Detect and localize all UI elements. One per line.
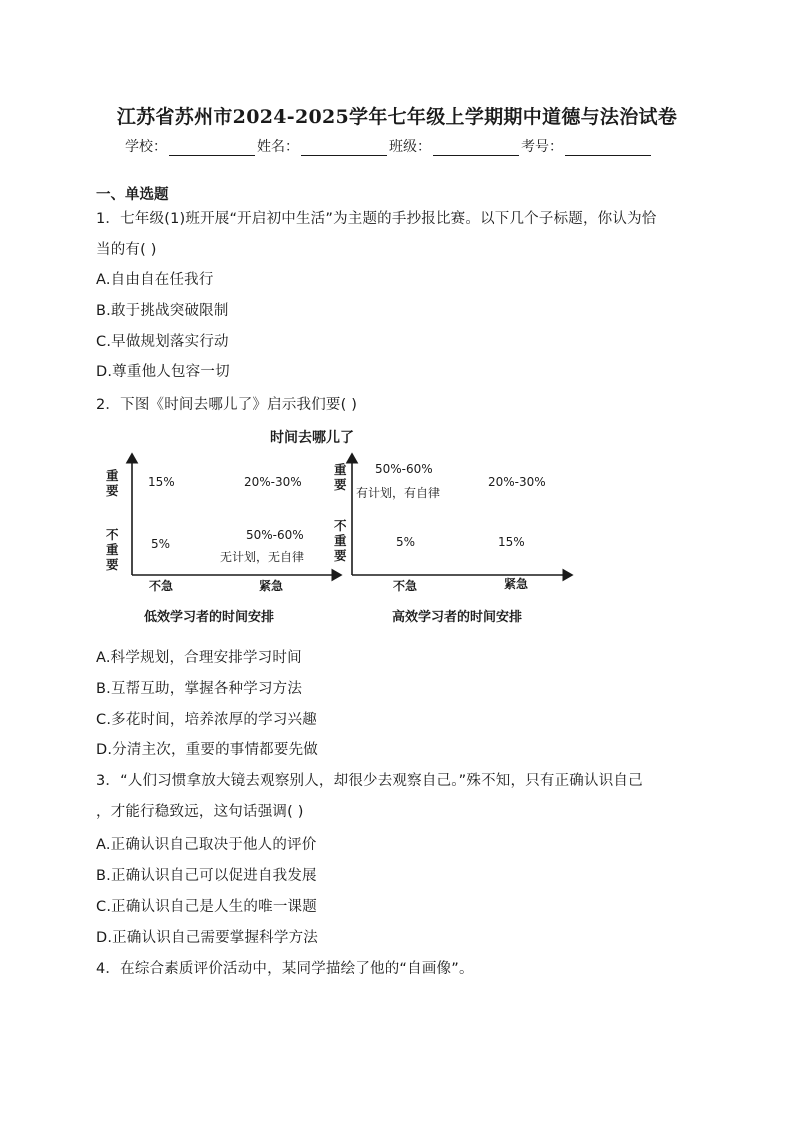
right-y-label-unimportant: 不重要	[334, 518, 347, 563]
right-x-label-urgent: 紧急	[504, 577, 529, 591]
question-3-stem-cont: ，才能行稳致远，这句话强调( )	[96, 804, 304, 820]
question-1-stem: 1．七年级(1)班开展“开启初中生活”为主题的手抄报比赛。以下几个子标题，你认为恰	[96, 211, 657, 227]
left-panel-caption: 低效学习者的时间安排	[144, 610, 275, 625]
question-3-option-c: C.正确认识自己是人生的唯一课题	[96, 899, 317, 915]
question-4-stem: 4．在综合素质评价活动中，某同学描绘了他的“自画像”。	[96, 961, 474, 977]
right-cell-important-not-urgent: 50%-60%	[375, 462, 433, 476]
right-cell-unimportant-not-urgent: 5%	[396, 535, 416, 549]
right-panel-caption: 高效学习者的时间安排	[392, 610, 523, 625]
question-3-option-a: A.正确认识自己取决于他人的评价	[96, 837, 317, 853]
left-cell-important-urgent: 20%-30%	[244, 475, 302, 489]
question-1-option-d: D.尊重他人包容一切	[96, 364, 230, 380]
left-x-label-urgent: 紧急	[259, 579, 284, 593]
school-label: 学校：	[125, 139, 167, 155]
class-label: 班级：	[389, 139, 431, 155]
left-y-label-unimportant: 不重要	[106, 527, 119, 572]
left-cell-unimportant-not-urgent: 5%	[151, 537, 171, 551]
question-2-option-c: C.多花时间，培养浓厚的学习兴趣	[96, 712, 317, 728]
question-1-option-b: B.敢于挑战突破限制	[96, 303, 229, 319]
left-cell-unimportant-urgent-note: 无计划，无自律	[220, 550, 305, 564]
student-info-row	[125, 136, 685, 156]
name-label: 姓名：	[257, 139, 299, 155]
page-title: 江苏省苏州市2024-2025学年七年级上学期期中道德与法治试卷	[116, 106, 678, 128]
exam-number-label: 考号：	[521, 139, 563, 155]
chart-title: 时间去哪儿了	[270, 430, 354, 446]
section-heading: 一、单选题	[96, 187, 169, 203]
left-y-label-important: 重要	[106, 468, 119, 498]
question-2-option-a: A.科学规划，合理安排学习时间	[96, 650, 302, 666]
question-2-option-b: B.互帮互助，掌握各种学习方法	[96, 681, 303, 697]
question-3-option-b: B.正确认识自己可以促进自我发展	[96, 868, 317, 884]
right-cell-important-urgent: 20%-30%	[488, 475, 546, 489]
right-cell-important-not-urgent-note: 有计划，有自律	[356, 486, 441, 500]
name-blank	[301, 139, 387, 156]
class-blank	[433, 139, 519, 156]
question-3-option-d: D.正确认识自己需要掌握科学方法	[96, 930, 318, 946]
question-1-option-a: A.自由自在任我行	[96, 272, 214, 288]
right-cell-unimportant-urgent: 15%	[498, 535, 525, 549]
question-3-stem: 3．“人们习惯拿放大镜去观察别人，却很少去观察自己。”殊不知，只有正确认识自己	[96, 773, 643, 789]
school-blank	[169, 139, 255, 156]
question-1-option-c: C.早做规划落实行动	[96, 334, 229, 350]
right-y-label-important: 重要	[334, 462, 347, 492]
exam-number-blank	[565, 139, 651, 156]
question-1-stem-cont: 当的有( )	[96, 242, 157, 258]
question-2-option-d: D.分清主次，重要的事情都要先做	[96, 742, 318, 758]
time-matrix-chart	[96, 420, 596, 635]
left-x-label-not-urgent: 不急	[149, 579, 174, 593]
left-cell-important-not-urgent: 15%	[148, 475, 175, 489]
question-2-stem: 2．下图《时间去哪儿了》启示我们要( )	[96, 397, 358, 413]
left-cell-unimportant-urgent: 50%-60%	[246, 528, 304, 542]
right-x-label-not-urgent: 不急	[393, 579, 418, 593]
